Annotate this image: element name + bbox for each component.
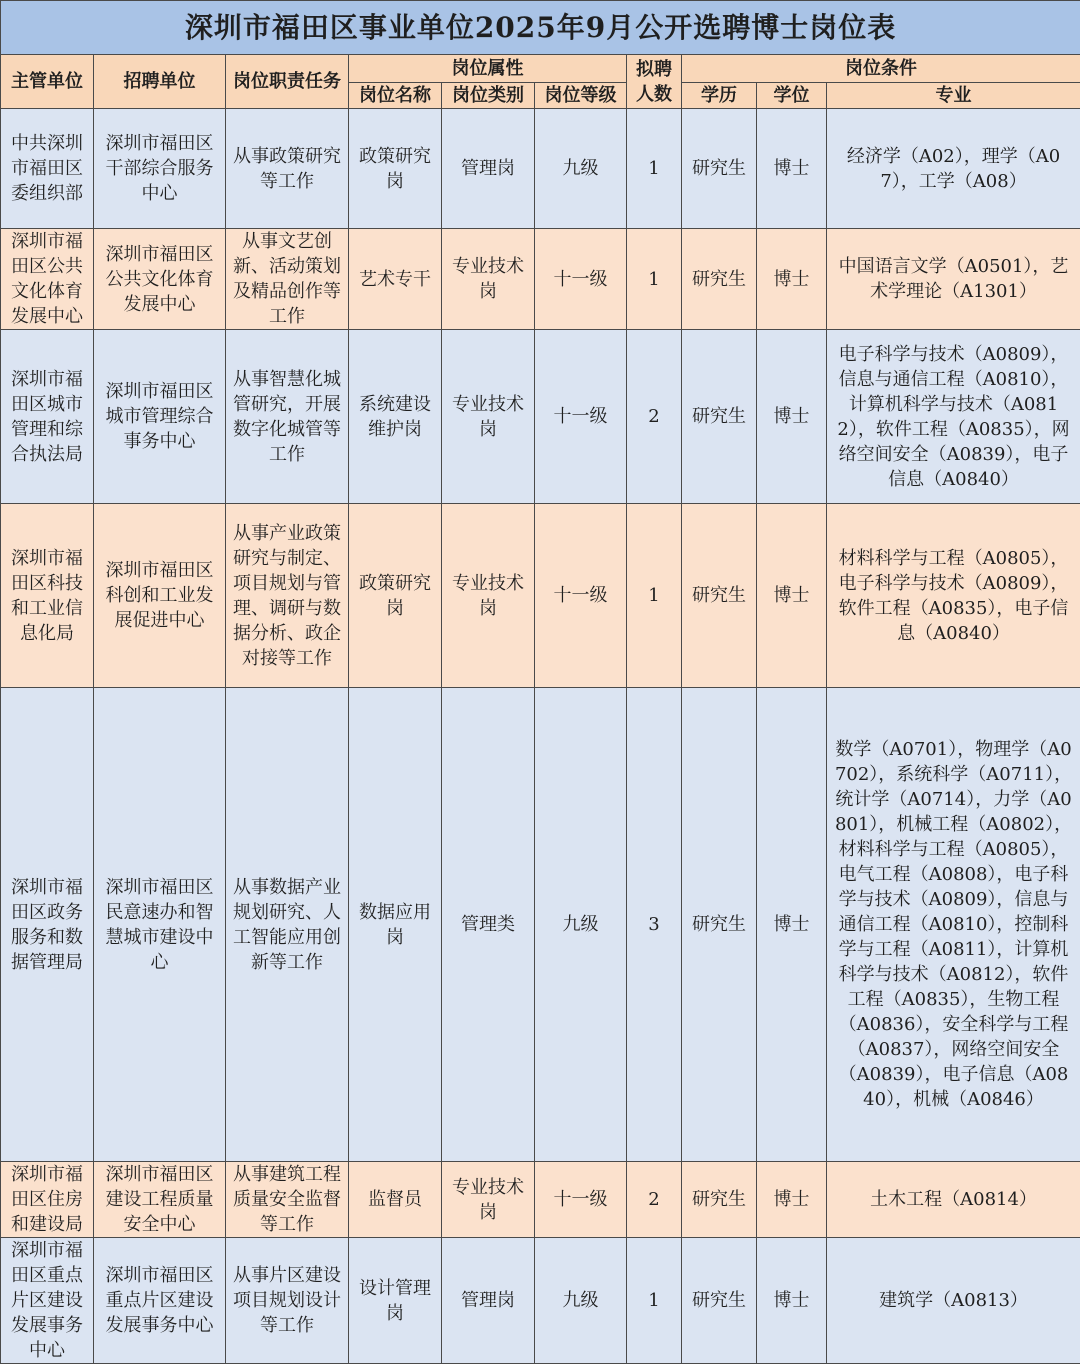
- table-row: [1, 1162, 1080, 1238]
- cell-degree: 博士: [757, 504, 827, 688]
- cell-unit: 深圳市福田区民意速办和智慧城市建设中心: [94, 688, 226, 1162]
- header-post-name: 岗位名称: [349, 83, 442, 109]
- cell-post-name: 政策研究岗: [349, 504, 442, 688]
- cell-count: 1: [627, 1238, 682, 1364]
- cell-dept: 中共深圳市福田区委组织部: [1, 109, 94, 229]
- cell-edu: 研究生: [682, 1238, 757, 1364]
- cell-dept: 深圳市福田区重点片区建设发展事务中心: [1, 1238, 94, 1364]
- header-edu: 学历: [682, 83, 757, 109]
- cell-post-level: 十一级: [535, 229, 627, 330]
- cell-dept: 深圳市福田区城市管理和综合执法局: [1, 330, 94, 504]
- cell-duty: 从事文艺创新、活动策划及精品创作等工作: [226, 229, 349, 330]
- cell-edu: 研究生: [682, 229, 757, 330]
- cell-post-name: 政策研究岗: [349, 109, 442, 229]
- cell-post-level: 九级: [535, 1238, 627, 1364]
- table-row: [1, 330, 1080, 504]
- cell-major: 材料科学与工程（A0805），电子科学与技术（A0809），软件工程（A0835），电子信息（A0840）: [827, 504, 1080, 688]
- cell-degree: 博士: [757, 330, 827, 504]
- cell-degree: 博士: [757, 1162, 827, 1238]
- cell-degree: 博士: [757, 109, 827, 229]
- table-row: [1, 688, 1080, 1162]
- cell-post-level: 十一级: [535, 330, 627, 504]
- table-row: [1, 229, 1080, 330]
- cell-post-level: 九级: [535, 109, 627, 229]
- header-major: 专业: [827, 83, 1080, 109]
- cell-degree: 博士: [757, 229, 827, 330]
- cell-duty: 从事数据产业规划研究、人工智能应用创新等工作: [226, 688, 349, 1162]
- cell-post-name: 设计管理岗: [349, 1238, 442, 1364]
- table-row: [1, 504, 1080, 688]
- cell-dept: 深圳市福田区公共文化体育发展中心: [1, 229, 94, 330]
- header-attr-group: 岗位属性: [349, 55, 627, 83]
- cell-unit: 深圳市福田区重点片区建设发展事务中心: [94, 1238, 226, 1364]
- table-title: 深圳市福田区事业单位2025年9月公开选聘博士岗位表: [1, 1, 1080, 55]
- cell-post-type: 专业技术岗: [442, 1162, 535, 1238]
- cell-post-level: 十一级: [535, 1162, 627, 1238]
- cell-count: 2: [627, 330, 682, 504]
- header-dept: 主管单位: [1, 55, 94, 109]
- cell-major: 建筑学（A0813）: [827, 1238, 1080, 1364]
- cell-edu: 研究生: [682, 109, 757, 229]
- cell-count: 2: [627, 1162, 682, 1238]
- cell-unit: 深圳市福田区建设工程质量安全中心: [94, 1162, 226, 1238]
- cell-post-type: 专业技术岗: [442, 504, 535, 688]
- cell-dept: 深圳市福田区政务服务和数据管理局: [1, 688, 94, 1162]
- cell-duty: 从事政策研究等工作: [226, 109, 349, 229]
- cell-count: 1: [627, 229, 682, 330]
- cell-unit: 深圳市福田区干部综合服务中心: [94, 109, 226, 229]
- header-post-type: 岗位类别: [442, 83, 535, 109]
- header-duty: 岗位职责任务: [226, 55, 349, 109]
- header-count: 拟聘人数: [627, 55, 682, 109]
- cell-duty: 从事建筑工程质量安全监督等工作: [226, 1162, 349, 1238]
- cell-unit: 深圳市福田区公共文化体育发展中心: [94, 229, 226, 330]
- cell-major: 电子科学与技术（A0809），信息与通信工程（A0810），计算机科学与技术（A0812），软件工程（A0835），网络空间安全（A0839），电子信息（A0840）: [827, 330, 1080, 504]
- cell-post-name: 数据应用岗: [349, 688, 442, 1162]
- cell-dept: 深圳市福田区科技和工业信息化局: [1, 504, 94, 688]
- cell-post-level: 十一级: [535, 504, 627, 688]
- header-degree: 学位: [757, 83, 827, 109]
- cell-duty: 从事片区建设项目规划设计等工作: [226, 1238, 349, 1364]
- cell-edu: 研究生: [682, 330, 757, 504]
- header-unit: 招聘单位: [94, 55, 226, 109]
- cell-count: 1: [627, 109, 682, 229]
- cell-dept: 深圳市福田区住房和建设局: [1, 1162, 94, 1238]
- cell-edu: 研究生: [682, 504, 757, 688]
- cell-duty: 从事产业政策研究与制定、项目规划与管理、调研与数据分析、政企对接等工作: [226, 504, 349, 688]
- cell-unit: 深圳市福田区城市管理综合事务中心: [94, 330, 226, 504]
- cell-post-type: 专业技术岗: [442, 330, 535, 504]
- cell-post-type: 管理岗: [442, 1238, 535, 1364]
- header-cond-group: 岗位条件: [682, 55, 1080, 83]
- table-row: [1, 109, 1080, 229]
- cell-post-type: 专业技术岗: [442, 229, 535, 330]
- cell-post-type: 管理类: [442, 688, 535, 1162]
- cell-unit: 深圳市福田区科创和工业发展促进中心: [94, 504, 226, 688]
- cell-count: 3: [627, 688, 682, 1162]
- cell-major: 数学（A0701），物理学（A0702），系统科学（A0711），统计学（A0714），力学（A0801），机械工程（A0802），材料科学与工程（A0805），电气工程（A0808），电子科学与技术（A0809），信息与通信工程（A0810），控制科学与工程（A0811），计算机科学与技术（A0812），软件工程（A0835），生物工程（A0836），安全科学与工程（A0837），网络空间安全（A0839），电子信息（A0840），机械（A0846）: [827, 688, 1080, 1162]
- cell-major: 经济学（A02），理学（A07），工学（A08）: [827, 109, 1080, 229]
- cell-post-name: 监督员: [349, 1162, 442, 1238]
- cell-post-type: 管理岗: [442, 109, 535, 229]
- cell-degree: 博士: [757, 688, 827, 1162]
- cell-major: 土木工程（A0814）: [827, 1162, 1080, 1238]
- cell-major: 中国语言文学（A0501），艺术学理论（A1301）: [827, 229, 1080, 330]
- table-row: [1, 1238, 1080, 1364]
- cell-edu: 研究生: [682, 688, 757, 1162]
- cell-duty: 从事智慧化城管研究，开展数字化城管等工作: [226, 330, 349, 504]
- cell-edu: 研究生: [682, 1162, 757, 1238]
- cell-post-name: 艺术专干: [349, 229, 442, 330]
- cell-degree: 博士: [757, 1238, 827, 1364]
- cell-count: 1: [627, 504, 682, 688]
- cell-post-name: 系统建设维护岗: [349, 330, 442, 504]
- cell-post-level: 九级: [535, 688, 627, 1162]
- header-post-level: 岗位等级: [535, 83, 627, 109]
